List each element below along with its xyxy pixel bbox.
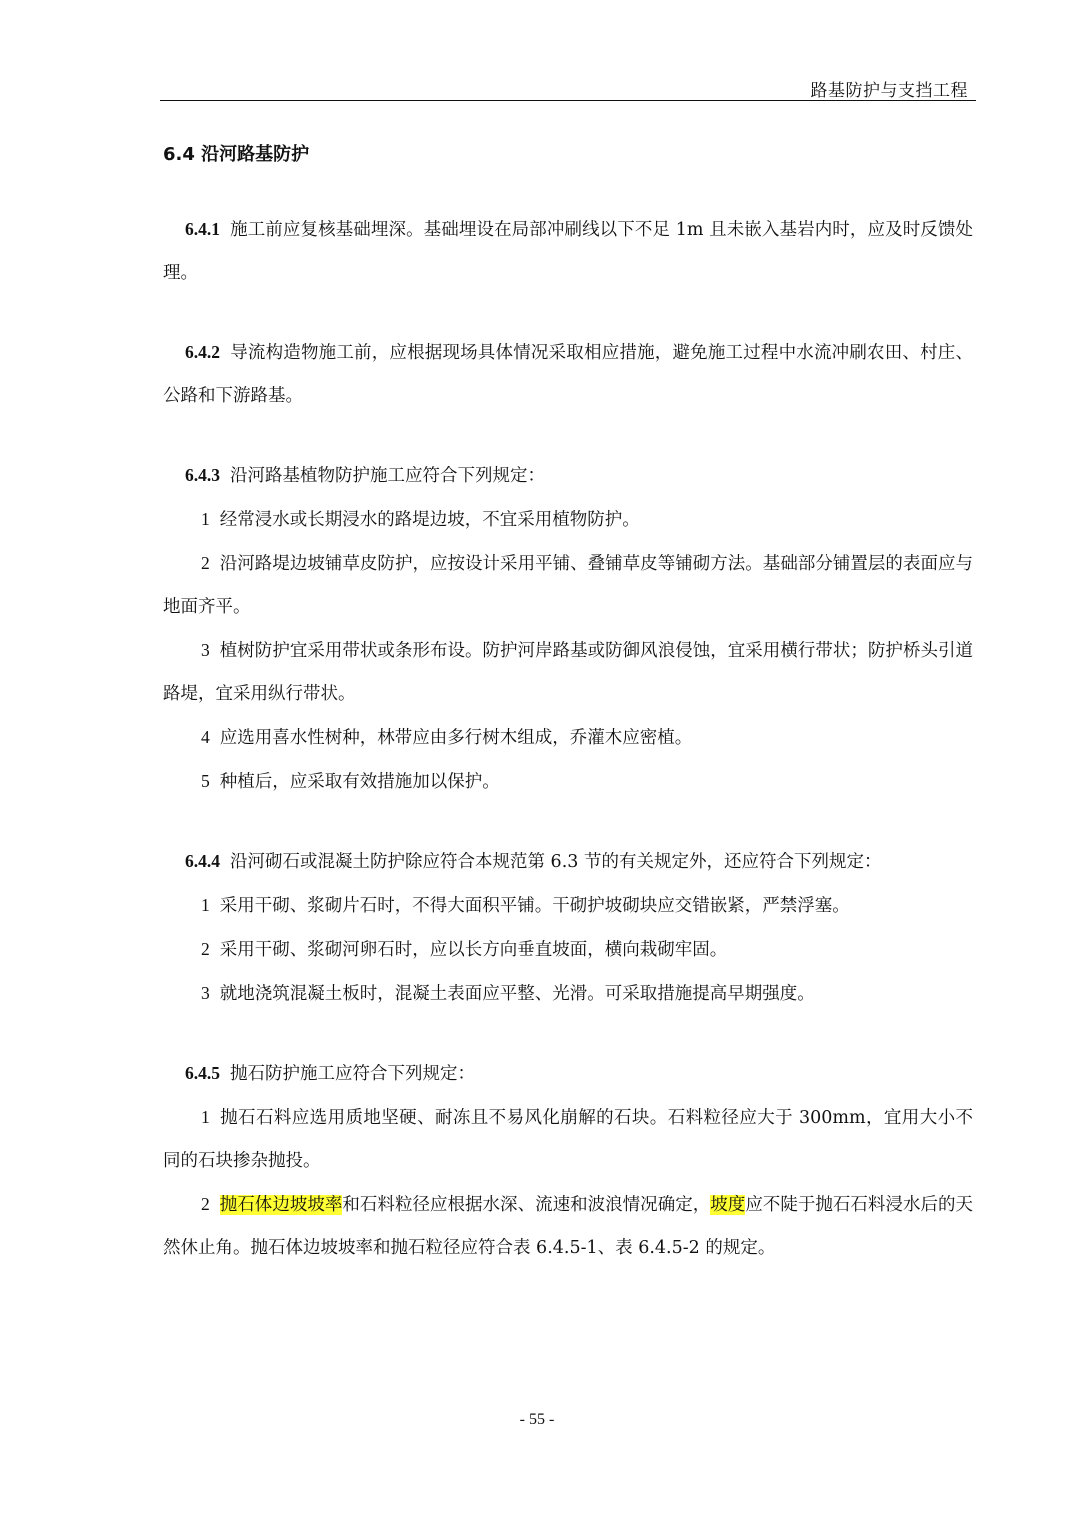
clause-6-4-5: [163, 1052, 973, 1270]
item-text: 应选用喜水性树种，林带应由多行树木组成，乔灌木应密植。: [219, 728, 693, 748]
item-number: 1: [201, 895, 210, 915]
page-content: [163, 140, 973, 1306]
clause-body: 抛石防护施工应符合下列规定：: [230, 1064, 475, 1084]
clause-number: 6.4.3: [185, 465, 220, 485]
item-text: 采用干砌、浆砌片石时，不得大面积平铺。干砌护坡砌块应交错嵌紧，严禁浮塞。: [219, 896, 850, 916]
item-text: 沿河路堤边坡铺草皮防护，应按设计采用平铺、叠铺草皮等铺砌方法。基础部分铺置层的表面应与地面齐平。: [163, 554, 973, 617]
item-number: 2: [201, 1194, 210, 1214]
item-number: 2: [201, 939, 210, 959]
item-text: 抛石石料应选用质地坚硬、耐冻且不易风化崩解的石块。石料粒径应大于 300mm，宜用大小不同的石块掺杂抛投。: [163, 1108, 973, 1171]
clause-text: [163, 208, 973, 295]
header-rule: [160, 100, 976, 101]
page-number: - 55 -: [519, 1411, 555, 1428]
item-text: 经常浸水或长期浸水的路堤边坡，不宜采用植物防护。: [219, 510, 640, 530]
clause-text: [163, 1052, 973, 1096]
clause-6-4-2: [163, 331, 973, 418]
item-number: 3: [201, 983, 210, 1003]
section-title: 6.4 沿河路基防护: [163, 144, 310, 165]
clause-body: 沿河砌石或混凝土防护除应符合本规范第 6.3 节的有关规定外，还应符合下列规定：: [230, 852, 882, 872]
item-number: 5: [201, 771, 210, 791]
list-item: [163, 884, 973, 928]
highlighted-text: 坡度: [710, 1195, 746, 1215]
clause-6-4-3: [163, 454, 973, 804]
list-item: [163, 1183, 973, 1270]
item-text: 应不陡于抛石石料浸水后的天然休止角。抛石体边坡坡率和抛石粒径应符合表 6.4.5-1、表 6.4.5-2 的规定。: [163, 1195, 974, 1258]
item-number: 2: [201, 553, 210, 573]
list-item: [163, 1096, 973, 1183]
item-number: 1: [201, 509, 210, 529]
list-item: [163, 760, 973, 804]
item-text: 植树防护宜采用带状或条形布设。防护河岸路基或防御风浪侵蚀，宜采用横行带状；防护桥头引道路堤，宜采用纵行带状。: [163, 641, 973, 704]
clause-6-4-1: [163, 208, 973, 295]
item-text: 就地浇筑混凝土板时，混凝土表面应平整、光滑。可采取措施提高早期强度。: [219, 984, 815, 1004]
item-number: 3: [201, 640, 210, 660]
clause-text: [163, 840, 973, 884]
running-header: 路基防护与支挡工程: [810, 81, 968, 101]
list-item: [163, 629, 973, 716]
item-text: 和石料粒径应根据水深、流速和波浪情况确定，: [342, 1195, 711, 1215]
clause-6-4-4: [163, 840, 973, 1016]
clause-text: [163, 331, 973, 418]
item-number: 1: [201, 1107, 210, 1127]
clause-number: 6.4.5: [185, 1063, 220, 1083]
clause-body: 施工前应复核基础埋深。基础埋设在局部冲刷线以下不足 1m 且未嵌入基岩内时，应及时反馈处理。: [163, 220, 973, 283]
list-item: [163, 542, 973, 629]
clause-body: 沿河路基植物防护施工应符合下列规定：: [230, 466, 545, 486]
item-number: 4: [201, 727, 210, 747]
clause-text: [163, 454, 973, 498]
list-item: [163, 716, 973, 760]
clause-number: 6.4.2: [185, 342, 220, 362]
item-text: 种植后，应采取有效措施加以保护。: [219, 772, 500, 792]
item-text: 采用干砌、浆砌河卵石时，应以长方向垂直坡面，横向栽砌牢固。: [219, 940, 728, 960]
list-item: [163, 498, 973, 542]
highlighted-text: 抛石体边坡坡率: [219, 1195, 343, 1215]
list-item: [163, 928, 973, 972]
clause-number: 6.4.4: [185, 851, 220, 871]
clause-body: 导流构造物施工前，应根据现场具体情况采取相应措施，避免施工过程中水流冲刷农田、村庄、公路和下游路基。: [163, 343, 973, 406]
list-item: [163, 972, 973, 1016]
clause-number: 6.4.1: [185, 219, 220, 239]
